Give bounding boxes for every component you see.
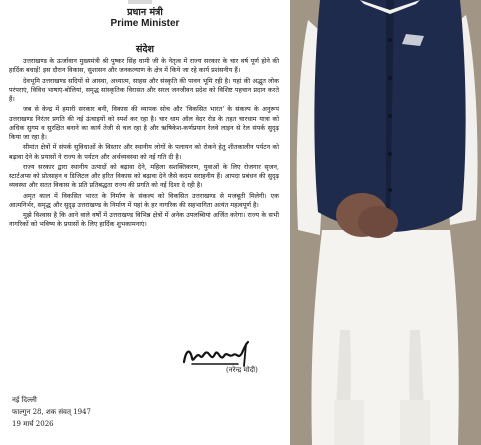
portrait-photo [290, 0, 481, 445]
message-body [9, 57, 279, 231]
emblem-icon [128, 0, 152, 4]
paragraph: देवभूमि उत्तराखण्ड सदियों से आस्था, अध्यात्म, साहस और संस्कृति की पावन भूमि रही है। यहां की अद्भुत लोक परंपराएं, विविध भाषाएं-बोलियां, समृद्ध सांस्कृतिक विरासत और सरल जनजीवन प्रदेश को विशिष्ट पहचान प्रदान करते हैं। [9, 76, 279, 103]
place: नई दिल्ली [12, 396, 37, 404]
paragraph: सीमांत क्षेत्रों में संपर्क सुविधाओं के विस्तार और स्थानीय लोगों के पलायन को रोकने हेतु शीतकालीन पर्यटन को बढ़ावा देने के प्रयासों ने राज्य के पर्यटन और अर्थव्यवस्था को नई गति दी है। [9, 143, 279, 161]
paragraph: अमृत काल में विकसित भारत के निर्माण के संकल्प को विकसित उत्तराखण्ड से मजबूती मिलेगी। एक आत्मनिर्भर, समृद्ध और सुदृढ़ उत्तराखण्ड के निर्माण में यहां के हर नागरिक की सहभागिता अत्यंत महत्वपूर्ण है। [9, 191, 279, 209]
date-gregorian: 19 मार्च 2026 [12, 420, 54, 428]
office-title-english: Prime Minister [110, 18, 180, 29]
paragraph: राज्य सरकार द्वारा स्थानीय उत्पादों को बढ़ावा देने, महिला सशक्तिकरण, युवाओं के लिए रोजगार सृजन, स्टार्टअप्स को प्रोत्साहन व डिजिटल और हरित विकास को बढ़ावा देने जैसे कदम सराहनीय हैं। आपदा प्रबंधन की सुदृढ़ व्यवस्था और सतत विकास के प्रति प्रतिबद्धता राज्य की प्रगति को नई दिशा दे रही है। [9, 162, 279, 190]
person-standing-icon [290, 0, 481, 445]
paragraph: जब से केन्द्र में हमारी सरकार बनी, विकास की व्यापक सोच और 'विकसित भारत' के संकल्प के अनुरूप उत्तराखण्ड निरंतर प्रगति की नई ऊंचाइयों को स्पर्श कर रहा है। चार धाम ऑल वेदर रोड के तहत चारधाम यात्रा को अधिक सुगम व सुरक्षित बनाने का कार्य तेजी से चल रहा है और ऋषिकेश-कर्णप्रयाग रेलवे लाइन से रेल संपर्क सुदृढ़ किया जा रहा है। [9, 105, 279, 141]
signatory-name: (नरेन्द्र मोदी) [226, 366, 258, 374]
paragraph: मुझे विश्वास है कि आने वाले वर्षों में उत्तराखण्ड विभिन्न क्षेत्रों में अनेक उपलब्धियां अर्जित करेगा। राज्य के सभी नागरिकों को भविष्य के प्रयासों के लिए हार्दिक शुभकामनाएं। [9, 211, 279, 229]
office-title-hindi: प्रधान मंत्री [127, 7, 163, 18]
date-saka: फाल्गुन 28, शक संवत् 1947 [12, 408, 91, 416]
message-heading: संदेश [136, 44, 154, 55]
paragraph: उत्तराखण्ड के ऊर्जावान मुख्यमंत्री श्री पुष्कर सिंह धामी जी के नेतृत्व में राज्य सरकार के चार वर्ष पूर्ण होने की हार्दिक बधाई! इस दौरान विकास, सुशासन और जनकल्याण के क्षेत्र में किये जा रहे कार्य प्रशंसनीय हैं। [9, 57, 279, 75]
